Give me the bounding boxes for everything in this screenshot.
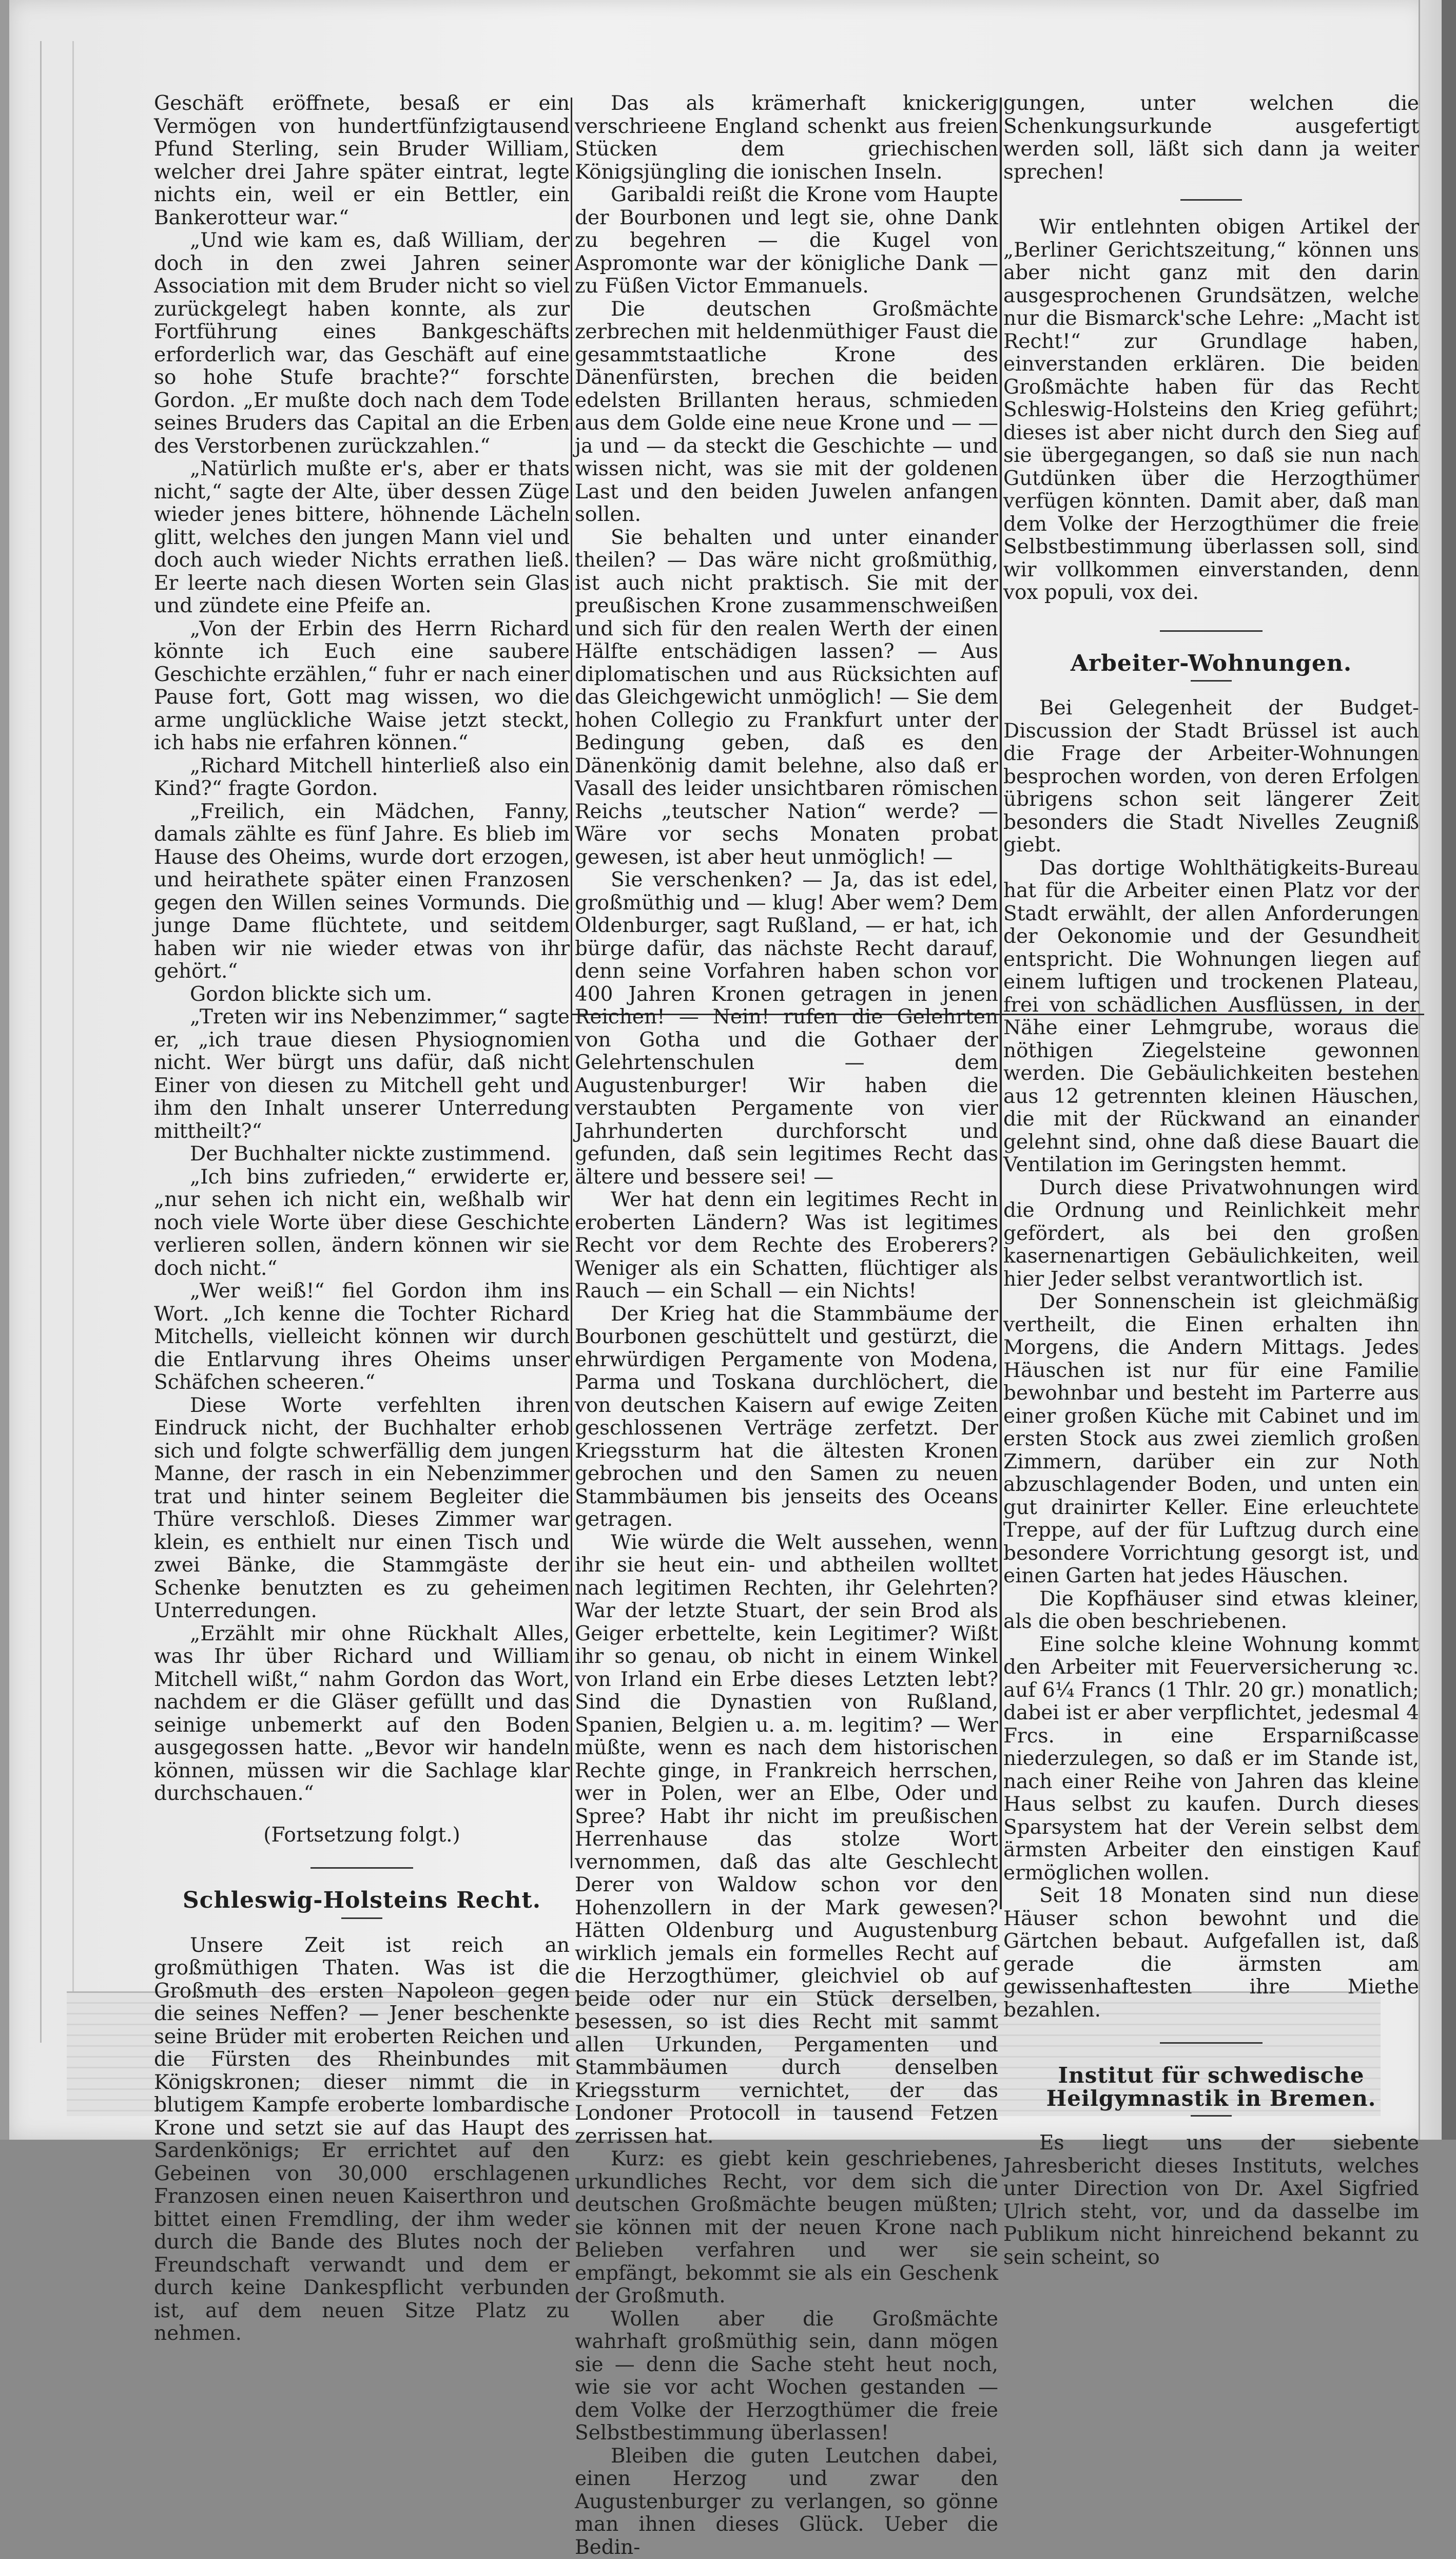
continuation-note: (Fortsetzung folgt.) bbox=[154, 1824, 570, 1847]
paragraph: Der Sonnenschein ist gleichmäßig vertheilt, die Einen erhalten ihn Morgens, die Andern Mittags. Jedes Häuschen ist nur für eine Familie bewohnbar und besteht im Parterre aus einer großen Küche mit Cabinet und im ersten Stock aus zwei ziemlich großen Zimmern, darüber ein zur Noth abzuschlagender Boden, und unten ein gut drainirter Keller. Eine erleuchtete Treppe, auf der für Luftzug durch eine besondere Vorrichtung gesorgt ist, und einen Garten hat jedes Häuschen. bbox=[1003, 1291, 1419, 1588]
paragraph: Unsere Zeit ist reich an großmüthigen Thaten. Was ist die Großmuth des ersten Napoleon gegen die seines Neffen? — Jener beschenkte seine Brüder mit eroberten Reichen und die Fürsten des Rheinbundes mit Königskronen; dieser nimmt die in blutigem Kampfe eroberte lombardische Krone und setzt sie auf das Haupt des Sardenkönigs; Er errichtet auf den Gebeinen von 30,000 erschlagenen Franzosen einen neuen Kaiserthron und bittet einen Fremdling, der ihm weder durch die Bande des Blutes noch der Freundschaft verwandt und dem er durch keine Dankespflicht verbunden ist, auf dem neuen Sitze Platz zu nehmen. bbox=[154, 1934, 570, 2345]
editor-note: Wir entlehnten obigen Artikel der „Berliner Gerichtszeitung,“ können uns aber nicht ganz mit den darin ausgesprochenen Grundsätzen, welche nur die Bismarck'sche Lehre: „Macht ist Recht!“ zur Grundlage haben, einverstanden erklären. Die beiden Großmächte haben für das Recht Schleswig-Holsteins den Krieg geführt; dieses ist aber nicht durch den Sieg auf sie übergegangen, so daß sie nun nach Gutdünken über die Herzogthümer verfügen könnten. Damit aber, daß man dem Volke der Herzogthümer die freie Selbstbestimmung überlassen soll, sind wir vollkommen einverstanden, denn vox populi, vox dei. bbox=[1003, 216, 1419, 605]
paragraph: Das als krämerhaft knickerig verschrieene England schenkt aus freien Stücken dem griechischen Königsjüngling die ionischen Inseln. bbox=[575, 92, 998, 184]
paragraph: Eine solche kleine Wohnung kommt den Arbeiter mit Feuerversicherung ꝛc. auf 6¼ Francs (1 Thlr. 20 gr.) monatlich; dabei ist er aber verpflichtet, jedesmal 4 Frcs. in eine Ersparnißcasse niederzulegen, so daß er im Stande ist, nach einer Reihe von Jahren das kleine Haus selbst zu kaufen. Durch dieses Sparsystem hat der Verein selbst dem ärmsten Arbeiter den einstigen Kauf ermöglichen wollen. bbox=[1003, 1634, 1419, 1885]
column-rule-2 bbox=[1000, 98, 1002, 1909]
paragraph: Diese Worte verfehlten ihren Eindruck nicht, der Buchhalter erhob sich und folgte schwerfällig dem jungen Manne, der rasch in ein Nebenzimmer trat und hinter seinem Begleiter die Thüre verschloß. Dieses Zimmer war klein, es enthielt nur einen Tisch und zwei Bänke, die Stammgäste der Schenke benutzten es zu geheimen Unterredungen. bbox=[154, 1394, 570, 1623]
column-2 bbox=[575, 92, 998, 2559]
paragraph: Es liegt uns der siebente Jahresbericht dieses Instituts, welches unter Direction von Dr. Axel Sigfried Ulrich steht, vor, und da dasselbe im Publikum nicht hinreichend bekannt zu sein scheint, so bbox=[1003, 2132, 1419, 2269]
paragraph: Garibaldi reißt die Krone vom Haupte der Bourbonen und legt sie, ohne Dank zu begehren — die Kugel von Aspromonte war der königliche Dank — zu Füßen Victor Emmanuels. bbox=[575, 184, 998, 298]
section-separator bbox=[1160, 2042, 1263, 2044]
section-separator bbox=[1160, 630, 1263, 632]
paragraph: Bleiben die guten Leutchen dabei, einen Herzog und zwar den Augustenburger zu verlangen, so gönne man ihnen dieses Glück. Ueber die Bedin- bbox=[575, 2445, 998, 2559]
paragraph: Die Kopfhäuser sind etwas kleiner, als die oben beschriebenen. bbox=[1003, 1588, 1419, 1634]
paragraph: „Ich bins zufrieden,“ erwiderte er, „nur sehen ich nicht ein, weßhalb wir noch viele Worte über diese Geschichte verlieren sollen, ändern können wir sie doch nicht.“ bbox=[154, 1166, 570, 1281]
column-3 bbox=[1003, 92, 1419, 2269]
paragraph: Kurz: es giebt kein geschriebenes, urkundliches Recht, vor dem sich die deutschen Großmächte beugen müßten; sie können mit der neuen Krone nach Belieben verfahren und wer sie empfängt, bekommt sie als ein Geschenk der Großmuth. bbox=[575, 2148, 998, 2308]
paragraph: Wollen aber die Großmächte wahrhaft großmüthig sein, dann mögen sie — denn die Sache steht heut noch, wie sie vor acht Wochen gestanden — dem Volke der Herzogthümer die freie Selbstbestimmung überlassen! bbox=[575, 2308, 998, 2445]
page-binding-fold bbox=[40, 41, 74, 2043]
paragraph: Sie verschenken? — Ja, das ist edel, großmüthig und — klug! Aber wem? Dem Oldenburger, sagt Rußland, — er hat, ich bürge dafür, das nächste Recht darauf, denn seine Vorfahren haben schon vor 400 Jahren Kronen getragen in jenen Reichen! — Nein! rufen die Gelehrten von Gotha und die Gothaer der Gelehrtenschulen — dem Augustenburger! Wir haben die verstaubten Pergamente von vier Jahrhunderten durchforscht und gefunden, daß sein legitimes Recht das ältere und bessere sei! — bbox=[575, 869, 998, 1189]
article-heading: Institut für schwedische Heilgymnastik in Bremen. bbox=[1003, 2064, 1419, 2110]
paragraph: „Und wie kam es, daß William, der doch in den zwei Jahren seiner Association mit dem Bruder nicht so viel zurückgelegt haben konnte, als zur Fortführung eines Bankgeschäfts erforderlich war, das Geschäft auf eine so hohe Stufe brachte?“ forschte Gordon. „Er mußte doch nach dem Tode seines Bruders das Capital an die Erben des Verstorbenen zurückzahlen.“ bbox=[154, 229, 570, 458]
paragraph: Der Buchhalter nickte zustimmend. bbox=[154, 1143, 570, 1166]
paragraph: Geschäft eröffnete, besaß er ein Vermögen von hundertfünfzigtausend Pfund Sterling, sein Bruder William, welcher drei Jahre später eintrat, legte nichts ein, weil er ein Bettler, ein Bankerotteur war.“ bbox=[154, 92, 570, 229]
paragraph: Das dortige Wohlthätigkeits-Bureau hat für die Arbeiter einen Platz vor der Stadt erwählt, der allen Anforderungen der Oekonomie und der Gesundheit entspricht. Die Wohnungen liegen auf einem luftigen und trockenen Plateau, frei von schädlichen Ausflüssen, in der Nähe einer Lehmgrube, woraus die nöthigen Ziegelsteine gewonnen werden. Die Gebäulichkeiten bestehen aus 12 getrennten kleinen Häuschen, die mit der Rückwand an einander gelehnt sind, ohne daß diese Bauart die Ventilation im Geringsten hemmt. bbox=[1003, 857, 1419, 1177]
paragraph: Sie behalten und unter einander theilen? — Das wäre nicht großmüthig, ist auch nicht praktisch. Sie mit der preußischen Krone zusammenschweißen und sich für den realen Werth der einen Hälfte entschädigen lassen? — Aus diplomatischen und aus Rücksichten auf das Gleichgewicht unmöglich! — Sie dem hohen Collegio zu Frankfurt unter der Bedingung geben, daß es den Dänenkönig damit belehne, also daß er Vasall des leider unsichtbaren römischen Reichs „teutscher Nation“ werde? — Wäre vor sechs Monaten probat gewesen, ist aber heut unmöglich! — bbox=[575, 527, 998, 869]
paragraph: „Richard Mitchell hinterließ also ein Kind?“ fragte Gordon. bbox=[154, 755, 570, 801]
paragraph: gungen, unter welchen die Schenkungsurkunde ausgefertigt werden soll, läßt sich dann ja weiter sprechen! bbox=[1003, 92, 1419, 184]
paragraph: „Natürlich mußte er's, aber er thats nicht,“ sagte der Alte, über dessen Züge wieder jenes bittere, höhnende Lächeln glitt, welches den jungen Mann viel und doch auch wieder Nichts errathen ließ. Er leerte nach diesen Worten sein Glas und zündete eine Pfeife an. bbox=[154, 458, 570, 618]
section-separator bbox=[1180, 199, 1242, 201]
paragraph: Seit 18 Monaten sind nun diese Häuser schon bewohnt und die Gärtchen bebaut. Aufgefallen ist, daß gerade die ärmsten am gewissenhaftesten ihre Miethe bezahlen. bbox=[1003, 1885, 1419, 2022]
paragraph: „Erzählt mir ohne Rückhalt Alles, was Ihr über Richard und William Mitchell wißt,“ nahm Gordon das Wort, nachdem er die Gläser gefüllt und das seinige unbemerkt auf den Boden ausgegossen hatte. „Bevor wir handeln können, müssen wir die Sachlage klar durchschauen.“ bbox=[154, 1623, 570, 1806]
scanner-border bbox=[1442, 0, 1456, 2140]
paragraph: Wer hat denn ein legitimes Recht in eroberten Ländern? Was ist legitimes Recht vor dem Rechte des Eroberers? Weniger als ein Schatten, flüchtiger als Rauch — ein Schall — ein Nichts! bbox=[575, 1189, 998, 1303]
paragraph: Gordon blickte sich um. bbox=[154, 983, 570, 1006]
paragraph: Die deutschen Großmächte zerbrechen mit heldenmüthiger Faust die gesammtstaatliche Krone des Dänenfürsten, brechen die beiden edelsten Brillanten heraus, schmieden aus dem Golde eine neue Krone und — — ja und — da steckt die Geschichte — und wissen nicht, was sie mit der goldenen Last und den beiden Juwelen anfangen sollen. bbox=[575, 298, 998, 527]
paragraph: „Freilich, ein Mädchen, Fanny, damals zählte es fünf Jahre. Es blieb im Hause des Oheims, wurde dort erzogen, und heirathete später einen Franzosen gegen den Willen seines Vormunds. Die junge Dame flüchtete, und seitdem haben wir nie wieder etwas von ihr gehört.“ bbox=[154, 801, 570, 983]
paragraph: Durch diese Privatwohnungen wird die Ordnung und Reinlichkeit mehr gefördert, als bei den großen kasernenartigen Gebäulichkeiten, weil hier Jeder selbst verantwortlich ist. bbox=[1003, 1177, 1419, 1291]
heading-dash bbox=[1191, 680, 1232, 682]
paragraph: Der Krieg hat die Stammbäume der Bourbonen geschüttelt und gestürzt, die ehrwürdigen Pergamente von Modena, Parma und Toskana durchlöchert, die von deutschen Kaisern auf ewige Zeiten geschlossenen Verträge zerfetzt. Der Kriegssturm hat die ältesten Kronen gebrochen und den Samen zu neuen Stammbäumen bis jenseits des Oceans getragen. bbox=[575, 1303, 998, 1531]
column-rule-1 bbox=[571, 98, 572, 1868]
section-separator bbox=[310, 1867, 413, 1869]
paragraph: „Wer weiß!“ fiel Gordon ihm ins Wort. „Ich kenne die Tochter Richard Mitchells, vielleicht können wir durch die Entlarvung ihres Oheims unser Schäfchen scheeren.“ bbox=[154, 1280, 570, 1394]
column-1 bbox=[154, 92, 570, 2345]
paragraph: „Von der Erbin des Herrn Richard könnte ich Euch eine saubere Geschichte erzählen,“ fuhr er nach einer Pause fort, Gott mag wissen, wo die arme unglückliche Waise jetzt steckt, ich habs nie erfahren können.“ bbox=[154, 618, 570, 755]
paragraph: Bei Gelegenheit der Budget-Discussion der Stadt Brüssel ist auch die Frage der Arbeiter-Wohnungen besprochen worden, von deren Erfolgen übrigens schon seit längerer Zeit besonders die Stadt Nivelles Zeugniß giebt. bbox=[1003, 697, 1419, 857]
heading-dash bbox=[341, 1917, 382, 1919]
heading-dash bbox=[1191, 2115, 1232, 2117]
article-heading: Arbeiter-Wohnungen. bbox=[1003, 652, 1419, 675]
article-heading: Schleswig-Holsteins Recht. bbox=[154, 1889, 570, 1912]
paragraph: „Treten wir ins Nebenzimmer,“ sagte er, „ich traue diesen Physiognomien nicht. Wer bürgt uns dafür, daß nicht Einer von diesen zu Mitchell geht und ihm den Inhalt unserer Unterredung mittheilt?“ bbox=[154, 1006, 570, 1143]
paragraph: Wie würde die Welt aussehen, wenn ihr sie heut ein- und abtheilen wolltet nach legitimen Rechten, ihr Gelehrten? War der letzte Stuart, der sein Brod als Geiger erbettelte, kein Legitimer? Wißt ihr so genau, ob nicht in einem Winkel von Irland ein Erbe dieses Letzten lebt? Sind die Dynastien von Rußland, Spanien, Belgien u. a. m. legitim? — Wer müßte, wenn es nach dem historischen Rechte ginge, in Frankreich herrschen, wer in Polen, wer an Elbe, Oder und Spree? Habt ihr nicht im preußischen Herrenhause das stolze Wort vernommen, daß das alte Geschlecht Derer von Waldow schon vor den Hohenzollern in der Mark gewesen? Hätten Oldenburg und Augustenburg wirklich jemals ein formelles Recht auf die Herzogthümer, gleichviel ob auf beide oder nur ein Stück derselben, besessen, so ist dies Recht mit sammt allen Urkunden, Pergamenten und Stammbäumen durch denselben Kriegssturm vernichtet, der das Londoner Protocoll in tausend Fetzen zerrissen hat. bbox=[575, 1531, 998, 2148]
